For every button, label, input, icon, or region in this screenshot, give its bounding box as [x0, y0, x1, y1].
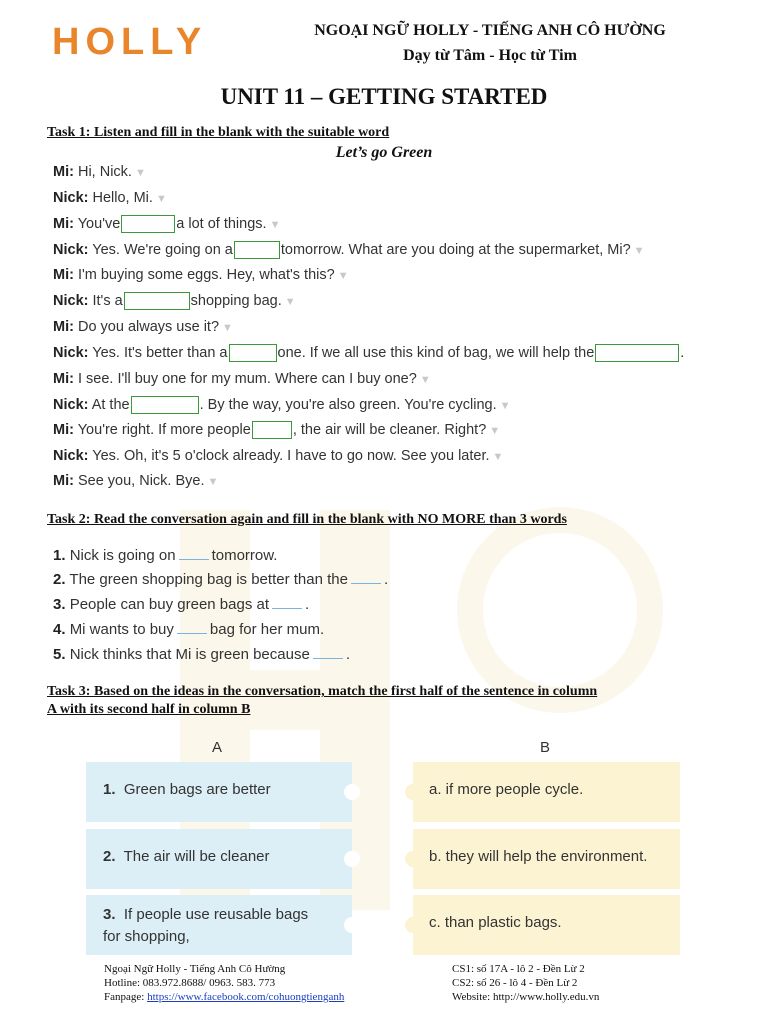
footer-cs2: CS2: số 26 - lô 4 - Đền Lừ 2 — [452, 977, 578, 989]
match-card-b3[interactable]: c. than plastic bags. — [413, 895, 680, 955]
footer-fanpage: Fanpage: https://www.facebook.com/cohuongtienganh — [104, 991, 345, 1003]
list-item: 1. Nick is going on tomorrow. — [53, 547, 278, 564]
match-card-b2[interactable]: b. they will help the environment. — [413, 829, 680, 889]
list-item: 5. Nick thinks that Mi is green because . — [53, 646, 350, 663]
answer-blank[interactable] — [179, 545, 209, 560]
dialogue-line: Nick: It's a shopping bag. ▼ — [53, 293, 296, 309]
dialogue-line: Mi: You're right. If more people , the air will be cleaner. Right? ▼ — [53, 422, 501, 438]
answer-blank[interactable] — [177, 619, 207, 634]
blank-box-4[interactable] — [229, 344, 277, 362]
answer-blank[interactable] — [313, 644, 343, 659]
footer-cs1: CS1: số 17A - lô 2 - Đền Lừ 2 — [452, 963, 585, 975]
match-card-a1[interactable]: 1. Green bags are better — [86, 762, 352, 822]
dialogue-line: Mi: You've a lot of things. ▼ — [53, 216, 281, 232]
footer-right — [452, 962, 599, 1004]
list-item: 2. The green shopping bag is better than the . — [53, 571, 389, 588]
footer-left — [104, 962, 344, 1004]
answer-blank[interactable] — [272, 594, 302, 609]
task1-heading: Task 1: Listen and fill in the blank with the suitable word — [47, 125, 390, 140]
dialogue-line: Mi: See you, Nick. Bye. ▼ — [53, 473, 219, 489]
dialogue-line: Mi: I'm buying some eggs. Hey, what's this? ▼ — [53, 267, 349, 283]
answer-blank[interactable] — [351, 569, 381, 584]
list-item: 3. People can buy green bags at . — [53, 596, 310, 613]
fanpage-link[interactable]: https://www.facebook.com/cohuongtienganh — [147, 991, 345, 1003]
page-title: UNIT 11 – GETTING STARTED — [220, 84, 548, 109]
dialogue-line: Nick: At the . By the way, you're also green. You're cycling. ▼ — [53, 397, 511, 413]
match-card-a3[interactable]: 3. If people use reusable bags for shopping, — [86, 895, 352, 955]
blank-box-5[interactable] — [595, 344, 679, 362]
dialogue-line: Mi: Hi, Nick. ▼ — [53, 164, 146, 180]
column-a-header: A — [212, 739, 223, 756]
org-name: NGOẠI NGỮ HOLLY - TIẾNG ANH CÔ HƯỜNG — [314, 22, 666, 39]
task2-heading: Task 2: Read the conversation again and fill in the blank with NO MORE than 3 words — [47, 512, 567, 527]
blank-box-6[interactable] — [131, 396, 199, 414]
footer-website: Website: http://www.holly.edu.vn — [452, 991, 600, 1003]
blank-box-2[interactable] — [234, 241, 280, 259]
dialogue-line: Mi: Do you always use it? ▼ — [53, 319, 233, 335]
dialogue-line: Nick: Yes. We're going on a tomorrow. What are you doing at the supermarket, Mi? ▼ — [53, 242, 645, 258]
match-card-b1[interactable]: a. if more people cycle. — [413, 762, 680, 822]
task3-heading-line2: A with its second half in column B — [47, 702, 251, 717]
blank-box-7[interactable] — [252, 421, 292, 439]
blank-box-3[interactable] — [124, 292, 190, 310]
blank-box-1[interactable] — [121, 215, 175, 233]
dialogue-line: Nick: Yes. It's better than a one. If we all use this kind of bag, we will help the . — [53, 345, 685, 361]
column-b-header: B — [540, 739, 551, 756]
footer-hotline: Hotline: 083.972.8688/ 0963. 583. 773 — [104, 977, 276, 989]
task1-subtitle: Let’s go Green — [335, 144, 433, 161]
holly-logo: HOLLY — [52, 21, 208, 63]
task3-heading-line1: Task 3: Based on the ideas in the conversation, match the first half of the sentence in column — [47, 684, 598, 699]
dialogue-line: Nick: Yes. Oh, it's 5 o'clock already. I have to go now. See you later. ▼ — [53, 448, 504, 464]
footer-org: Ngoại Ngữ Holly - Tiếng Anh Cô Hường — [104, 963, 286, 975]
dialogue-line: Mi: I see. I'll buy one for my mum. Where can I buy one? ▼ — [53, 371, 431, 387]
match-card-a2[interactable]: 2. The air will be cleaner — [86, 829, 352, 889]
dialogue-line: Nick: Hello, Mi. ▼ — [53, 190, 167, 206]
slogan: Dạy từ Tâm - Học từ Tim — [403, 47, 577, 64]
list-item: 4. Mi wants to buy bag for her mum. — [53, 621, 325, 638]
